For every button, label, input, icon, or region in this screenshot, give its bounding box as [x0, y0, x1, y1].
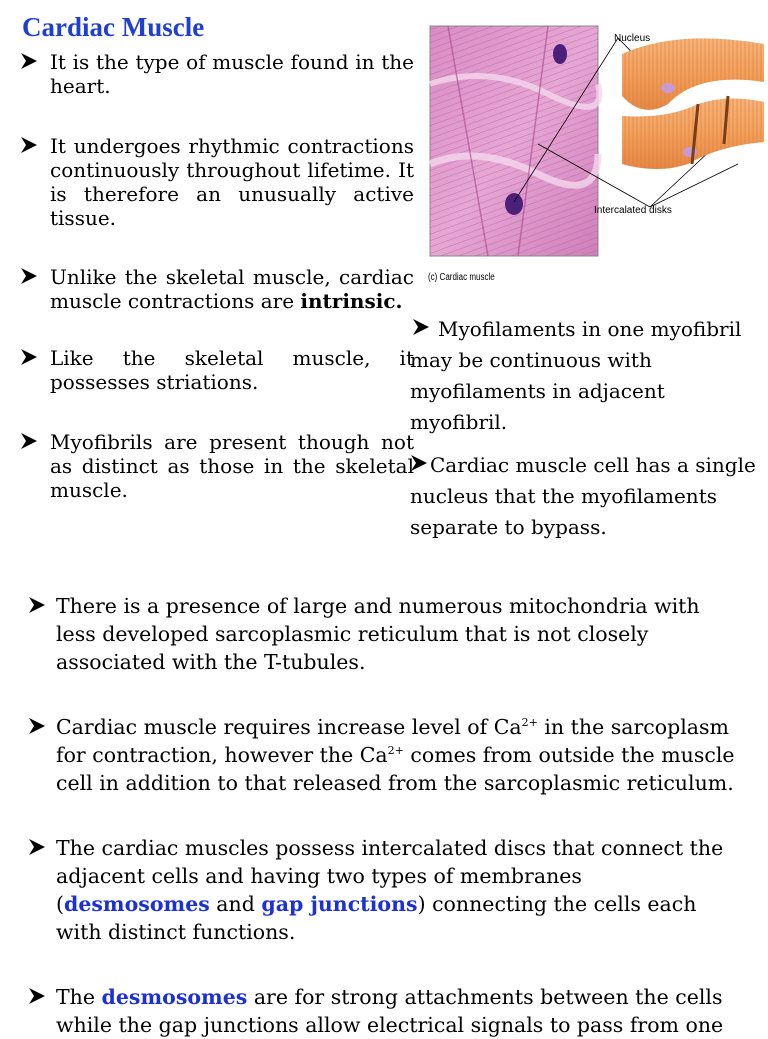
- bullet-text: Like the skeletal muscle, it possesses striations.: [50, 346, 414, 394]
- page-title: Cardiac Muscle: [22, 12, 205, 42]
- cardiac-muscle-illustration: [428, 24, 764, 272]
- bullet-text: [28, 983, 740, 1039]
- bullet-text-part: comes from outside the muscle cell in addition to that released from the sarcoplasmic reticulum.: [56, 743, 735, 795]
- bullet-text: [28, 713, 740, 797]
- arrow-bullet-icon: [20, 348, 38, 366]
- bullet-text: Cardiac muscle cell has a single nucleus that the myofilaments separate to bypass.: [410, 453, 756, 539]
- arrow-bullet-icon: [28, 717, 46, 735]
- cardiac-muscle-figure: [428, 24, 764, 294]
- bullet-text-part: Unlike the skeletal muscle, cardiac muscle contractions are: [50, 265, 414, 313]
- arrow-bullet-icon: [28, 838, 46, 856]
- intercalated-disks-label: Intercalated disks: [594, 205, 672, 216]
- bullet-text-part: and: [209, 892, 262, 916]
- arrow-bullet-icon: [410, 454, 428, 472]
- bullet-text-part: ) connecting the cells each with distinct functions.: [56, 892, 697, 944]
- arrow-bullet-icon: [28, 987, 46, 1005]
- bullet-item: [410, 450, 760, 543]
- bullet-text-part: in the sarcoplasm for contraction, however the Ca: [56, 715, 729, 767]
- bullet-text: It undergoes rhythmic contractions continuously throughout lifetime. It is therefore an unusually active tissue.: [50, 134, 414, 230]
- figure-caption: (c) Cardiac muscle: [428, 272, 495, 283]
- arrow-bullet-icon: [20, 52, 38, 70]
- highlight-term: desmosomes: [101, 985, 248, 1009]
- arrow-bullet-icon: [20, 267, 38, 285]
- bullet-text-part: The cardiac muscles possess intercalated discs that connect the adjacent cells and having two types of membranes (: [56, 836, 724, 916]
- bullet-item: [410, 314, 760, 438]
- bold-term: intrinsic.: [300, 289, 403, 313]
- highlight-term: desmosomes: [64, 892, 210, 916]
- bullet-item: [28, 983, 740, 1039]
- bullet-item: [28, 713, 740, 797]
- bullet-text: [28, 834, 740, 946]
- bullet-text: There is a presence of large and numerous mitochondria with less developed sarcoplasmic reticulum that is not closely associated with the T-tubules.: [56, 594, 700, 674]
- bullet-item: [28, 592, 740, 676]
- arrow-bullet-icon: [20, 432, 38, 450]
- bullet-item: [20, 50, 414, 98]
- superscript: 2+: [387, 744, 404, 758]
- superscript: 2+: [521, 716, 538, 730]
- highlight-term: gap junctions: [261, 892, 418, 916]
- bullet-item: [20, 265, 414, 313]
- bullet-text-part: The: [56, 985, 102, 1009]
- arrow-bullet-icon: [412, 318, 430, 336]
- bullet-text: It is the type of muscle found in the heart.: [50, 50, 414, 98]
- bullet-item: [28, 834, 740, 946]
- arrow-bullet-icon: [28, 596, 46, 614]
- bullet-item: [20, 346, 414, 394]
- arrow-bullet-icon: [20, 136, 38, 154]
- bullet-text: Myofibrils are present though not as distinct as those in the skeletal muscle.: [50, 430, 414, 502]
- bullet-text-part: are for strong attachments between the cells while the gap junctions allow electrical signals to pass from one: [56, 985, 724, 1037]
- bullet-text: Myofilaments in one myofibril may be continuous with myofilaments in adjacent myofibril.: [410, 317, 742, 434]
- bullet-text-part: Cardiac muscle requires increase level of Ca: [56, 715, 522, 739]
- bullet-text: [20, 265, 414, 313]
- bullet-item: [20, 134, 414, 230]
- nucleus-label: Nucleus: [614, 33, 651, 44]
- bullet-item: [20, 430, 414, 502]
